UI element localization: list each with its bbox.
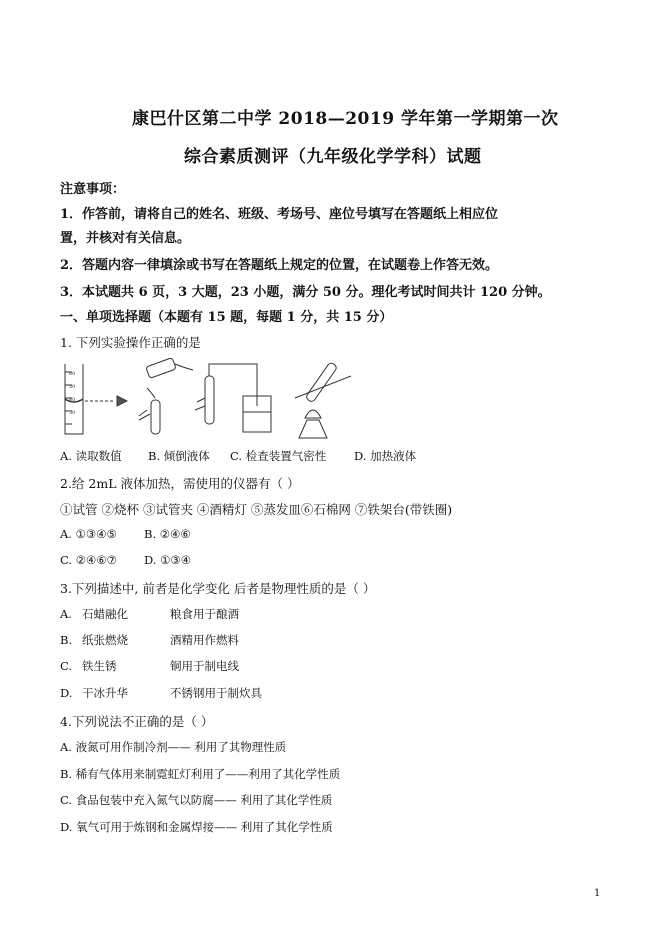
- notice-item3: 3．本试题共 6 页，3 大题，23 小题，满分 50 分。理化考试时间共计 120 分钟。: [60, 285, 551, 300]
- q1-option-d: D. 加热液体: [354, 449, 417, 463]
- q1-option-c: C. 检查装置气密性: [230, 449, 327, 463]
- option-second: 铜用于制电线: [170, 659, 239, 673]
- q1-stem: 1. 下列实验操作正确的是: [60, 335, 201, 350]
- notice-heading: 注意事项：: [60, 182, 126, 197]
- tick-label: 60: [69, 371, 76, 377]
- notice-item1-line2: 置，并核对有关信息。: [60, 231, 191, 246]
- option-first: 石蜡融化: [82, 607, 128, 621]
- q2-option-d: D. ①③④: [144, 553, 192, 567]
- q2-option-b: B. ②④⑥: [144, 527, 191, 541]
- exam-title-line2: 综合素质测评（九年级化学学科）试题: [184, 147, 482, 167]
- option-first: 铁生锈: [82, 659, 117, 673]
- q2-items: ①试管 ②烧杯 ③试管夹 ④酒精灯 ⑤蒸发皿⑥石棉网 ⑦铁架台(带铁圈): [60, 502, 453, 517]
- option-second: 酒精用作燃料: [170, 633, 239, 647]
- option-label: D.: [60, 686, 73, 700]
- q4-option-b: B. 稀有气体用来制霓虹灯利用了——利用了其化学性质: [60, 767, 341, 781]
- section1-heading: 一、单项选择题（本题有 15 题，每题 1 分，共 15 分）: [60, 310, 393, 325]
- q1-experiment-figure: [55, 358, 355, 440]
- q3-option-b: [60, 632, 239, 648]
- q3-stem: 3.下列描述中, 前者是化学变化 后者是物理性质的是（ ）: [60, 581, 376, 596]
- option-first: 纸张燃烧: [82, 633, 128, 647]
- option-label: B.: [60, 633, 73, 647]
- airtightness-check-icon: [195, 364, 271, 432]
- option-first: 干冰升华: [82, 686, 128, 700]
- pouring-liquid-icon: [139, 358, 193, 434]
- tick-label: 30: [69, 410, 76, 416]
- q2-stem: 2.给 2mL 液体加热，需使用的仪器有（ ）: [60, 476, 300, 491]
- heating-liquid-icon: [295, 362, 351, 438]
- q1-option-b: B. 倾倒液体: [148, 449, 210, 463]
- q4-option-d: D. 氧气可用于炼钢和金属焊接—— 利用了其化学性质: [60, 820, 333, 834]
- notice-item1-line1: 1．作答前，请将自己的姓名、班级、考场号、座位号填写在答题纸上相应位: [60, 207, 499, 222]
- q3-option-c: [60, 658, 239, 674]
- q3-option-a: [60, 606, 239, 622]
- q4-option-c: C. 食品包装中充入氮气以防腐—— 利用了其化学性质: [60, 793, 333, 807]
- q1-option-a: A. 读取数值: [60, 449, 122, 463]
- option-label: C.: [60, 659, 73, 673]
- option-label: A.: [60, 607, 72, 621]
- tick-label: 40: [69, 397, 76, 403]
- exam-title-line1: 康巴什区第二中学 2018—2019 学年第一学期第一次: [132, 109, 559, 129]
- page-number: 1: [594, 888, 601, 899]
- option-second: 粮食用于酿酒: [170, 607, 239, 621]
- q3-option-d: [60, 685, 262, 701]
- q2-option-a: A. ①③④⑤: [60, 527, 117, 541]
- notice-item2: 2．答题内容一律填涂或书写在答题纸上规定的位置，在试题卷上作答无效。: [60, 258, 499, 273]
- q4-stem: 4.下列说法不正确的是（ ）: [60, 714, 214, 729]
- tick-label: 50: [69, 384, 76, 390]
- option-second: 不锈钢用于制炊具: [170, 686, 262, 700]
- q4-option-a: A. 液氮可用作制冷剂—— 利用了其物理性质: [60, 740, 287, 754]
- q2-option-c: C. ②④⑥⑦: [60, 553, 117, 567]
- eye-icon: [85, 396, 127, 406]
